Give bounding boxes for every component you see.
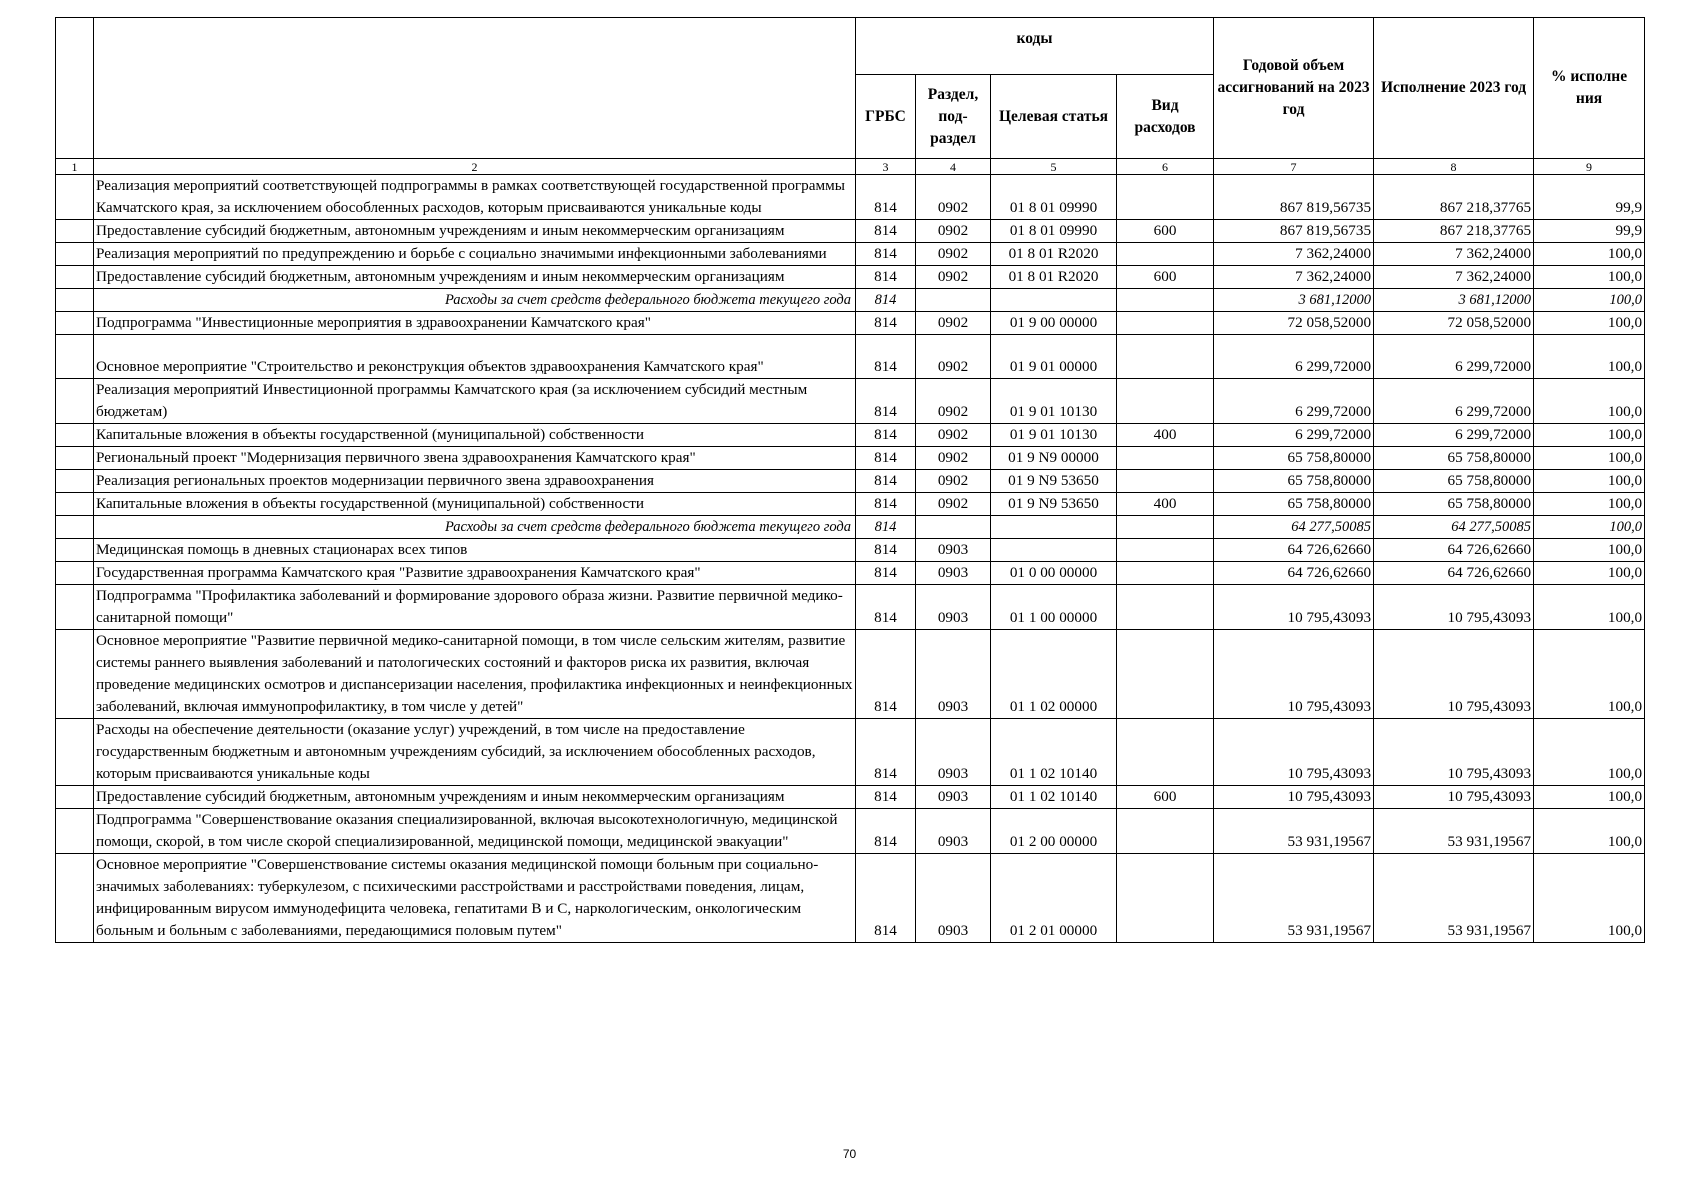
header-codes: коды (856, 18, 1214, 75)
row-annual: 72 058,52000 (1214, 312, 1374, 335)
header-execution: Исполнение 2023 год (1374, 18, 1534, 159)
row-target: 01 9 01 00000 (991, 335, 1117, 379)
row-grbs: 814 (856, 243, 916, 266)
row-annual: 53 931,19567 (1214, 809, 1374, 854)
row-grbs: 814 (856, 854, 916, 943)
row-execution: 10 795,43093 (1374, 719, 1534, 786)
row-index-cell (56, 854, 94, 943)
table-row (56, 289, 1645, 312)
table-row (56, 470, 1645, 493)
row-grbs: 814 (856, 424, 916, 447)
table-row (56, 630, 1645, 719)
row-expense-type (1117, 562, 1214, 585)
row-expense-type (1117, 312, 1214, 335)
row-expense-type (1117, 585, 1214, 630)
row-annual: 7 362,24000 (1214, 243, 1374, 266)
page-number: 70 (842, 1147, 857, 1161)
row-target: 01 9 N9 00000 (991, 447, 1117, 470)
row-section: 0903 (916, 539, 991, 562)
row-grbs: 814 (856, 312, 916, 335)
row-grbs: 814 (856, 786, 916, 809)
row-section: 0902 (916, 266, 991, 289)
table-row (56, 220, 1645, 243)
row-percent: 100,0 (1534, 493, 1645, 516)
row-expense-type: 600 (1117, 220, 1214, 243)
row-execution: 867 218,37765 (1374, 220, 1534, 243)
row-execution: 53 931,19567 (1374, 854, 1534, 943)
column-number: 7 (1214, 159, 1374, 175)
row-percent: 100,0 (1534, 266, 1645, 289)
row-annual: 10 795,43093 (1214, 630, 1374, 719)
row-grbs: 814 (856, 539, 916, 562)
header-empty-num (56, 18, 94, 159)
row-target (991, 289, 1117, 312)
column-number: 3 (856, 159, 916, 175)
row-percent: 100,0 (1534, 335, 1645, 379)
table-row (56, 585, 1645, 630)
row-execution: 7 362,24000 (1374, 243, 1534, 266)
table-row (56, 493, 1645, 516)
row-target: 01 1 02 10140 (991, 719, 1117, 786)
row-execution: 10 795,43093 (1374, 585, 1534, 630)
row-index-cell (56, 539, 94, 562)
row-percent: 100,0 (1534, 539, 1645, 562)
row-section: 0902 (916, 424, 991, 447)
row-target: 01 8 01 R2020 (991, 266, 1117, 289)
row-execution: 65 758,80000 (1374, 470, 1534, 493)
row-percent: 100,0 (1534, 854, 1645, 943)
header-percent: % исполне ния (1534, 18, 1645, 159)
row-grbs: 814 (856, 175, 916, 220)
row-section: 0902 (916, 312, 991, 335)
row-section: 0903 (916, 786, 991, 809)
row-target: 01 8 01 R2020 (991, 243, 1117, 266)
row-section: 0903 (916, 630, 991, 719)
column-number: 9 (1534, 159, 1645, 175)
row-index-cell (56, 379, 94, 424)
row-annual: 10 795,43093 (1214, 719, 1374, 786)
row-annual: 867 819,56735 (1214, 220, 1374, 243)
row-expense-type: 600 (1117, 786, 1214, 809)
row-section: 0902 (916, 220, 991, 243)
row-description: Основное мероприятие "Строительство и реконструкция объектов здравоохранения Камчатского края" (94, 335, 856, 379)
header-grbs: ГРБС (856, 75, 916, 159)
row-index-cell (56, 562, 94, 585)
row-description: Расходы за счет средств федерального бюджета текущего года (94, 289, 856, 312)
table-row (56, 243, 1645, 266)
column-number: 4 (916, 159, 991, 175)
row-annual: 10 795,43093 (1214, 786, 1374, 809)
row-index-cell (56, 312, 94, 335)
table-body (56, 175, 1645, 943)
row-section: 0903 (916, 719, 991, 786)
row-description: Медицинская помощь в дневных стационарах всех типов (94, 539, 856, 562)
row-execution: 10 795,43093 (1374, 786, 1534, 809)
row-section: 0902 (916, 243, 991, 266)
row-target: 01 9 01 10130 (991, 424, 1117, 447)
row-execution: 53 931,19567 (1374, 809, 1534, 854)
row-annual: 3 681,12000 (1214, 289, 1374, 312)
row-target: 01 8 01 09990 (991, 220, 1117, 243)
row-grbs: 814 (856, 470, 916, 493)
row-description: Капитальные вложения в объекты государственной (муниципальной) собственности (94, 424, 856, 447)
row-expense-type (1117, 539, 1214, 562)
row-percent: 100,0 (1534, 809, 1645, 854)
row-grbs: 814 (856, 719, 916, 786)
row-description: Подпрограмма "Профилактика заболеваний и формирование здорового образа жизни. Развитие первичной медико-санитарной помощи" (94, 585, 856, 630)
row-annual: 6 299,72000 (1214, 335, 1374, 379)
row-percent: 100,0 (1534, 719, 1645, 786)
row-description: Предоставление субсидий бюджетным, автономным учреждениям и иным некоммерческим организациям (94, 786, 856, 809)
row-target (991, 516, 1117, 539)
row-percent: 100,0 (1534, 379, 1645, 424)
row-description: Предоставление субсидий бюджетным, автономным учреждениям и иным некоммерческим организациям (94, 266, 856, 289)
row-expense-type (1117, 854, 1214, 943)
row-percent: 100,0 (1534, 447, 1645, 470)
row-section: 0902 (916, 335, 991, 379)
row-description: Региональный проект "Модернизация первичного звена здравоохранения Камчатского края" (94, 447, 856, 470)
row-annual: 65 758,80000 (1214, 447, 1374, 470)
row-annual: 64 726,62660 (1214, 562, 1374, 585)
row-index-cell (56, 809, 94, 854)
row-description: Подпрограмма "Совершенствование оказания специализированной, включая высокотехнологичную, медицинской помощи, скорой, в том числе скорой специализированной, медицинской помощи, медицинской эвакуации" (94, 809, 856, 854)
row-execution: 6 299,72000 (1374, 379, 1534, 424)
row-grbs: 814 (856, 630, 916, 719)
row-grbs: 814 (856, 335, 916, 379)
table-row (56, 335, 1645, 379)
row-section: 0902 (916, 175, 991, 220)
table-row (56, 379, 1645, 424)
row-target: 01 0 00 00000 (991, 562, 1117, 585)
row-expense-type (1117, 630, 1214, 719)
row-grbs: 814 (856, 516, 916, 539)
header-section: Раздел, под-раздел (916, 75, 991, 159)
header-empty-desc (94, 18, 856, 159)
row-section (916, 289, 991, 312)
row-target: 01 2 01 00000 (991, 854, 1117, 943)
row-target (991, 539, 1117, 562)
row-annual: 867 819,56735 (1214, 175, 1374, 220)
row-section: 0902 (916, 447, 991, 470)
row-execution: 7 362,24000 (1374, 266, 1534, 289)
row-section: 0902 (916, 379, 991, 424)
row-target: 01 1 02 10140 (991, 786, 1117, 809)
row-expense-type (1117, 809, 1214, 854)
table-row (56, 447, 1645, 470)
row-target: 01 1 00 00000 (991, 585, 1117, 630)
row-expense-type: 400 (1117, 493, 1214, 516)
table-row (56, 719, 1645, 786)
row-section: 0903 (916, 585, 991, 630)
row-expense-type (1117, 379, 1214, 424)
row-index-cell (56, 470, 94, 493)
row-index-cell (56, 493, 94, 516)
row-expense-type: 400 (1117, 424, 1214, 447)
row-description: Основное мероприятие "Развитие первичной медико-санитарной помощи, в том числе сельским жителям, развитие системы раннего выявления заболеваний и патологических состояний и факторов риска их развития, включая проведение медицинских осмотров и диспансеризации населения, профилактика инфекционных и неинфекционных заболеваний, включая иммунопрофилактику, в том числе у детей" (94, 630, 856, 719)
row-annual: 6 299,72000 (1214, 379, 1374, 424)
row-percent: 100,0 (1534, 243, 1645, 266)
row-expense-type (1117, 719, 1214, 786)
row-target: 01 9 00 00000 (991, 312, 1117, 335)
row-percent: 99,9 (1534, 175, 1645, 220)
table-row (56, 266, 1645, 289)
row-execution: 64 726,62660 (1374, 562, 1534, 585)
table-row (56, 175, 1645, 220)
row-expense-type (1117, 470, 1214, 493)
row-annual: 64 277,50085 (1214, 516, 1374, 539)
row-description: Реализация региональных проектов модернизации первичного звена здравоохранения (94, 470, 856, 493)
row-index-cell (56, 220, 94, 243)
row-index-cell (56, 516, 94, 539)
row-percent: 100,0 (1534, 470, 1645, 493)
row-execution: 867 218,37765 (1374, 175, 1534, 220)
row-description: Реализация мероприятий по предупреждению и борьбе с социально значимыми инфекционными заболеваниями (94, 243, 856, 266)
table-row (56, 312, 1645, 335)
row-annual: 7 362,24000 (1214, 266, 1374, 289)
row-target: 01 2 00 00000 (991, 809, 1117, 854)
row-index-cell (56, 424, 94, 447)
row-grbs: 814 (856, 809, 916, 854)
row-index-cell (56, 266, 94, 289)
row-target: 01 1 02 00000 (991, 630, 1117, 719)
row-grbs: 814 (856, 266, 916, 289)
row-percent: 100,0 (1534, 562, 1645, 585)
row-expense-type (1117, 335, 1214, 379)
row-expense-type (1117, 447, 1214, 470)
table-row (56, 539, 1645, 562)
row-description: Капитальные вложения в объекты государственной (муниципальной) собственности (94, 493, 856, 516)
row-expense-type (1117, 175, 1214, 220)
row-execution: 6 299,72000 (1374, 424, 1534, 447)
table-row (56, 424, 1645, 447)
table-row (56, 786, 1645, 809)
row-expense-type: 600 (1117, 266, 1214, 289)
row-grbs: 814 (856, 493, 916, 516)
row-section (916, 516, 991, 539)
row-index-cell (56, 719, 94, 786)
row-percent: 100,0 (1534, 424, 1645, 447)
column-number: 2 (94, 159, 856, 175)
header-row-top (56, 18, 1645, 75)
row-expense-type (1117, 243, 1214, 266)
row-grbs: 814 (856, 379, 916, 424)
row-grbs: 814 (856, 585, 916, 630)
row-percent: 100,0 (1534, 786, 1645, 809)
row-index-cell (56, 447, 94, 470)
row-index-cell (56, 243, 94, 266)
column-number: 8 (1374, 159, 1534, 175)
column-number-row (56, 159, 1645, 175)
row-description: Подпрограмма "Инвестиционные мероприятия в здравоохранении Камчатского края" (94, 312, 856, 335)
row-execution: 64 726,62660 (1374, 539, 1534, 562)
row-section: 0903 (916, 809, 991, 854)
row-description: Реализация мероприятий Инвестиционной программы Камчатского края (за исключением субсидий местным бюджетам) (94, 379, 856, 424)
row-annual: 64 726,62660 (1214, 539, 1374, 562)
row-description: Реализация мероприятий соответствующей подпрограммы в рамках соответствующей государственной программы Камчатского края, за исключением обособленных расходов, которым присваиваются уникальные коды (94, 175, 856, 220)
row-description: Государственная программа Камчатского края "Развитие здравоохранения Камчатского края" (94, 562, 856, 585)
row-description: Предоставление субсидий бюджетным, автономным учреждениям и иным некоммерческим организациям (94, 220, 856, 243)
row-annual: 6 299,72000 (1214, 424, 1374, 447)
row-section: 0903 (916, 854, 991, 943)
row-execution: 6 299,72000 (1374, 335, 1534, 379)
row-section: 0903 (916, 562, 991, 585)
row-target: 01 9 N9 53650 (991, 470, 1117, 493)
row-index-cell (56, 630, 94, 719)
row-expense-type (1117, 516, 1214, 539)
header-annual: Годовой объем ассигнований на 2023 год (1214, 18, 1374, 159)
row-expense-type (1117, 289, 1214, 312)
table-row (56, 854, 1645, 943)
row-percent: 100,0 (1534, 312, 1645, 335)
row-description: Расходы за счет средств федерального бюджета текущего года (94, 516, 856, 539)
row-annual: 65 758,80000 (1214, 493, 1374, 516)
row-description: Расходы на обеспечение деятельности (оказание услуг) учреждений, в том числе на предоставление государственным бюджетным и автономным учреждениям субсидий, за исключением обособленных расходов, которым присваиваются уникальные коды (94, 719, 856, 786)
row-percent: 100,0 (1534, 585, 1645, 630)
row-index-cell (56, 786, 94, 809)
row-index-cell (56, 335, 94, 379)
row-percent: 100,0 (1534, 516, 1645, 539)
row-target: 01 8 01 09990 (991, 175, 1117, 220)
row-index-cell (56, 175, 94, 220)
row-percent: 100,0 (1534, 289, 1645, 312)
row-grbs: 814 (856, 289, 916, 312)
table-row (56, 516, 1645, 539)
header-expense-type: Вид расходов (1117, 75, 1214, 159)
column-number: 6 (1117, 159, 1214, 175)
row-target: 01 9 01 10130 (991, 379, 1117, 424)
header-target: Целевая статья (991, 75, 1117, 159)
table-row (56, 562, 1645, 585)
row-description: Основное мероприятие "Совершенствование системы оказания медицинской помощи больным при социально-значимых заболеваниях: туберкулезом, с психическими расстройствами и расстройствами поведения, лицам, инфицированным вирусом иммунодефицита человека, гепатитами B и C, наркологическим, онкологическим больным и больным с заболеваниями, передающимися половым путем" (94, 854, 856, 943)
row-percent: 100,0 (1534, 630, 1645, 719)
row-grbs: 814 (856, 562, 916, 585)
row-index-cell (56, 585, 94, 630)
row-section: 0902 (916, 470, 991, 493)
column-number: 5 (991, 159, 1117, 175)
budget-execution-table (55, 17, 1645, 943)
row-index-cell (56, 289, 94, 312)
column-number: 1 (56, 159, 94, 175)
row-annual: 10 795,43093 (1214, 585, 1374, 630)
row-section: 0902 (916, 493, 991, 516)
row-execution: 72 058,52000 (1374, 312, 1534, 335)
row-execution: 10 795,43093 (1374, 630, 1534, 719)
row-execution: 64 277,50085 (1374, 516, 1534, 539)
row-target: 01 9 N9 53650 (991, 493, 1117, 516)
row-execution: 65 758,80000 (1374, 493, 1534, 516)
row-percent: 99,9 (1534, 220, 1645, 243)
row-annual: 65 758,80000 (1214, 470, 1374, 493)
row-execution: 3 681,12000 (1374, 289, 1534, 312)
row-annual: 53 931,19567 (1214, 854, 1374, 943)
table-row (56, 809, 1645, 854)
row-grbs: 814 (856, 447, 916, 470)
row-execution: 65 758,80000 (1374, 447, 1534, 470)
row-grbs: 814 (856, 220, 916, 243)
